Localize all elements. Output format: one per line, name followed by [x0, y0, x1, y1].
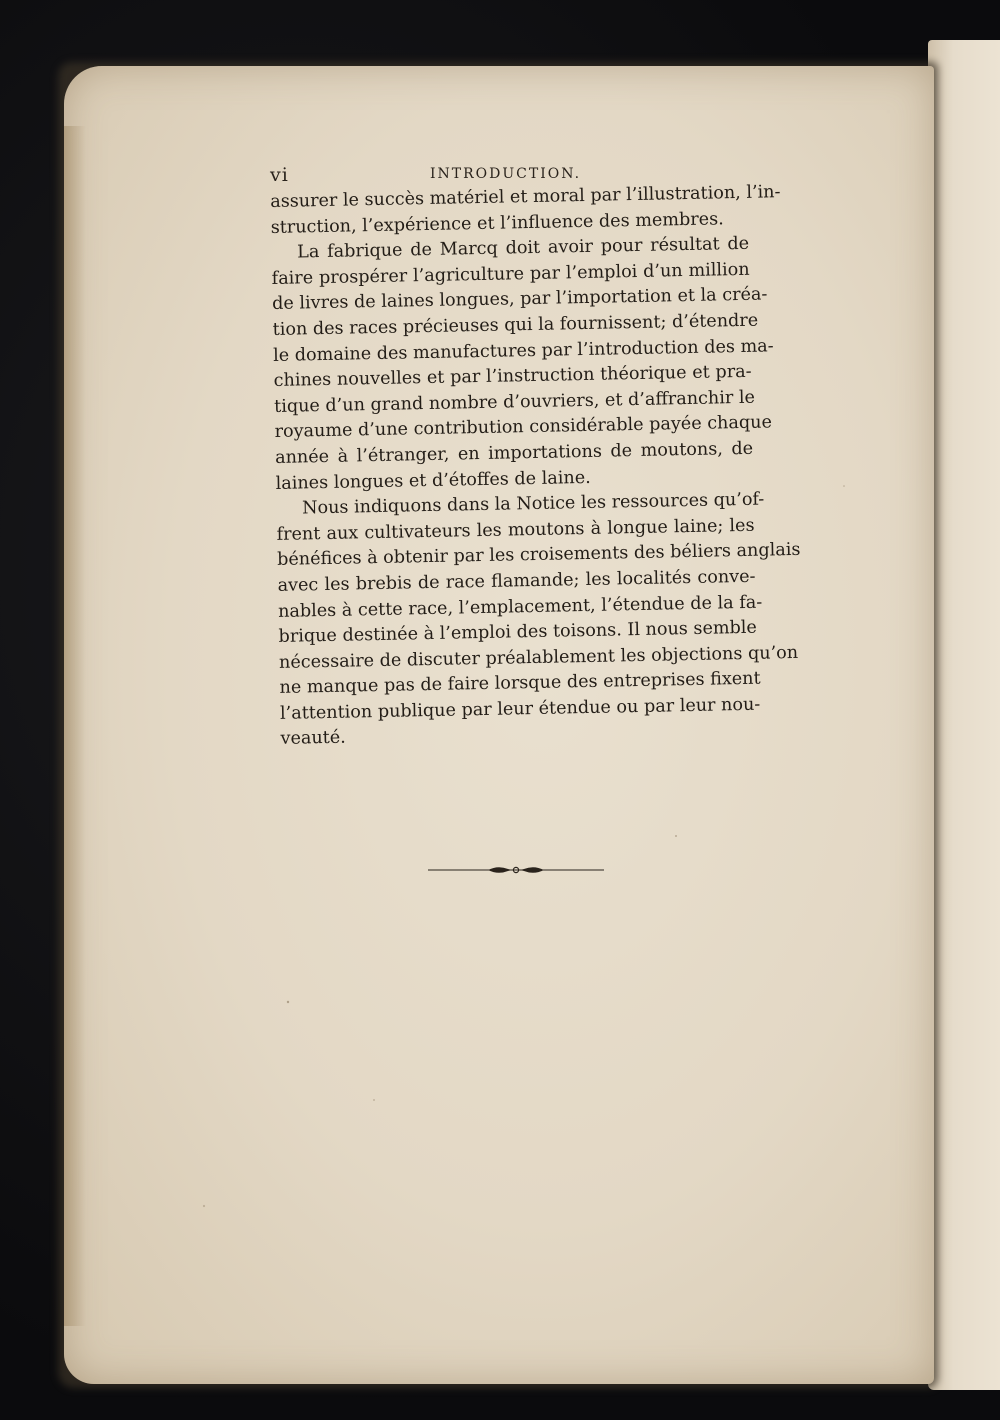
text-line: veauté. [280, 728, 346, 750]
facing-page-edge [928, 40, 1000, 1390]
text-line: le domaine des manufactures par l’introduction des ma- [272, 335, 774, 366]
text-line: faire prospérer l’agriculture par l’emploi d’un million [271, 259, 750, 289]
text-line: Nous indiquons dans la Notice les ressources qu’of- [301, 489, 765, 519]
text-line: chines nouvelles et par l’instruction théorique et pra- [273, 361, 752, 392]
text-line: avec les brebis de race flamande; les localités conve- [277, 566, 756, 596]
text-line: La fabrique de Marcq doit avoir pour résultat de [297, 234, 750, 263]
text-line: ne manque pas de faire lorsque des entreprises fixent [279, 668, 761, 699]
running-title: INTRODUCTION. [430, 166, 582, 182]
text-line: nables à cette race, l’emplacement, l’étendue de la fa- [277, 592, 763, 622]
text-line: struction, l’expérience et l’influence des membres. [270, 208, 724, 238]
text-line: tion des races précieuses qui la fournissent; d’étendre [272, 310, 759, 340]
text-line: l’attention publique par leur étendue ou par leur nou- [279, 694, 761, 724]
text-line: royaume d’une contribution considérable payée chaque [274, 412, 773, 443]
text-line: année à l’étranger, en importations de moutons, de [274, 438, 754, 468]
text-line: nécessaire de discuter préalablement les objections qu’on [278, 642, 799, 673]
text-line: tique d’un grand nombre d’ouvriers, et d’affranchir le [273, 387, 756, 417]
text-line: frent aux cultivateurs les moutons à longue laine; les [276, 515, 755, 545]
text-line: assurer le succès matériel et moral par l’illustration, l’in- [270, 182, 781, 212]
body-text [270, 181, 801, 753]
text-line: bénéfices à obtenir par les croisements des béliers anglais [276, 540, 801, 571]
text-line: laines longues et d’étoffes de laine. [275, 467, 591, 494]
page-number: vi [270, 164, 289, 186]
text-line: de livres de laines longues, par l’importation et la créa- [272, 284, 768, 315]
text-line: brique destinée à l’emploi des toisons. Il nous semble [278, 617, 758, 648]
ornament-rule-icon [428, 862, 604, 876]
